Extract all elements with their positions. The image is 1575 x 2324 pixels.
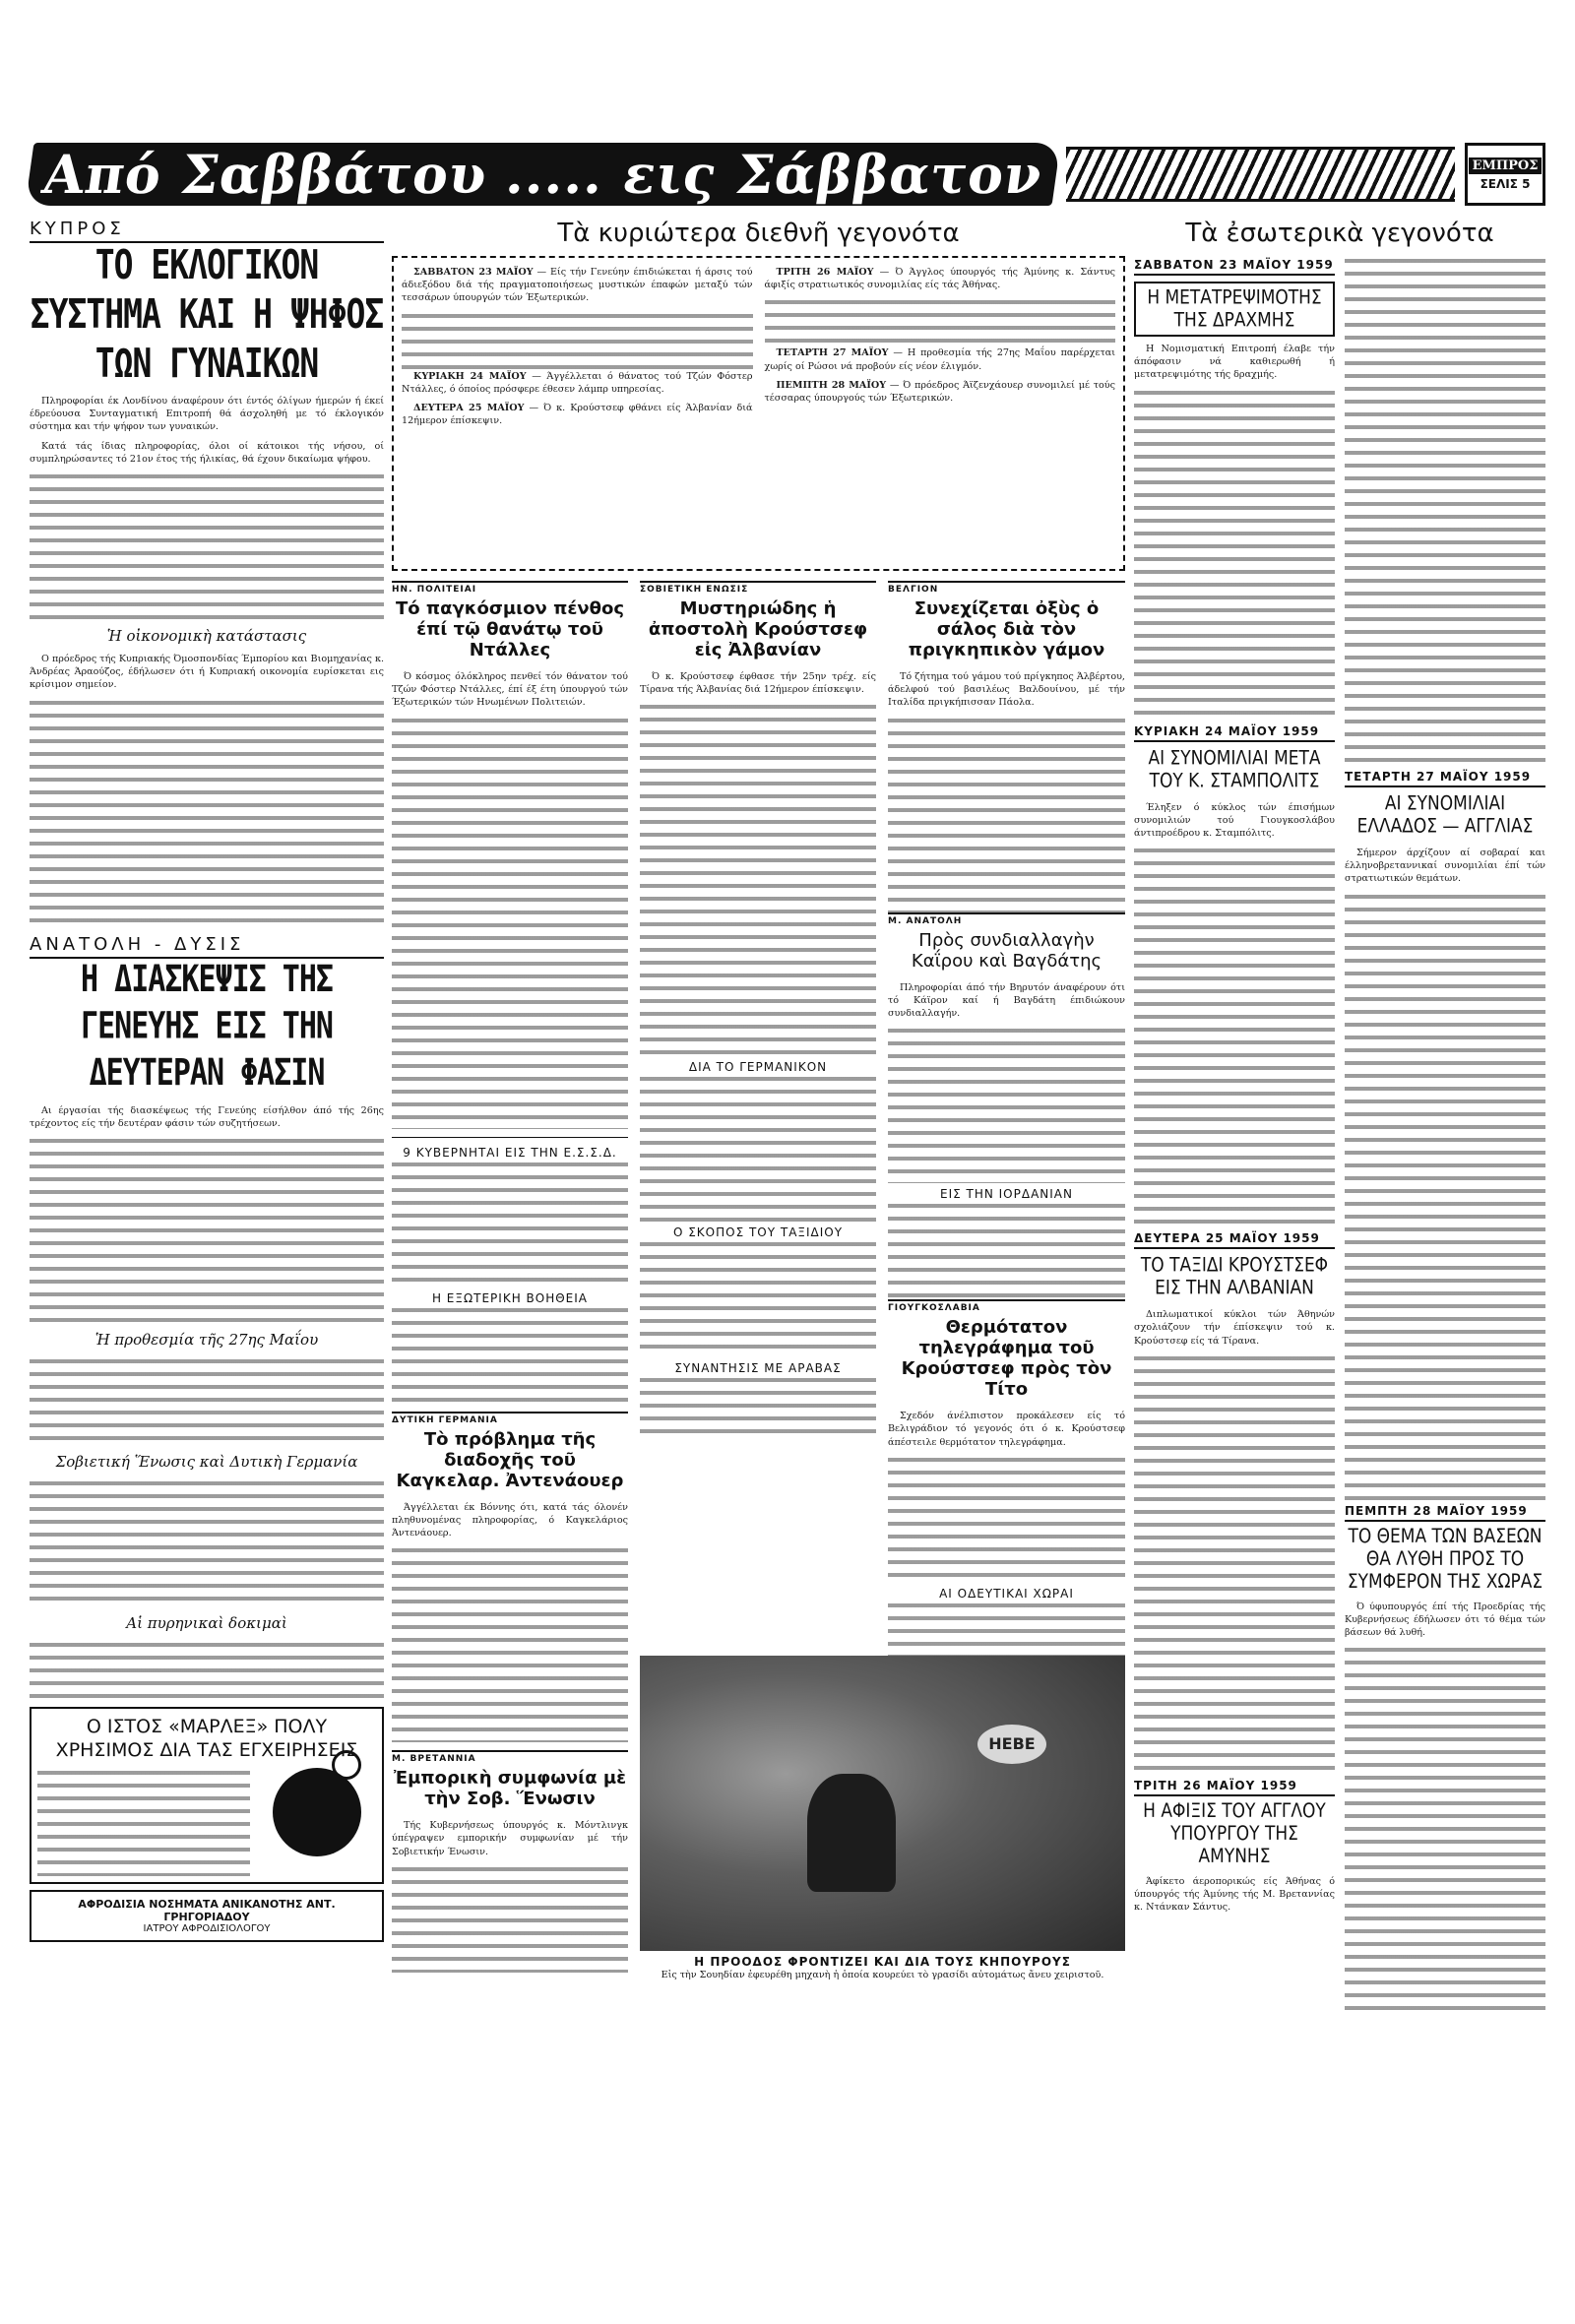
story-body <box>888 716 1125 912</box>
story-tag: ΗΝ. ΠΟΛΙΤΕΙΑΙ <box>392 581 628 595</box>
article-body-continuation <box>30 471 384 619</box>
domestic-column-left <box>1134 256 1335 2019</box>
headline-royal-wedding: Συνεχίζεται ὀξὺς ὁ σάλος διὰ τὸν πριγκηπικὸν γάμον <box>908 598 1105 660</box>
domestic-grid <box>1134 256 1545 2019</box>
doctor-ad-subtitle: ΙΑΤΡΟΥ ΑΦΡΟΔΙΣΙΟΛΟΓΟΥ <box>143 1923 271 1935</box>
headline-stambolic: ΑΙ ΣΥΝΟΜΙΛΙΑΙ ΜΕΤΑ ΤΟΥ Κ. ΣΤΑΜΠΟΛΙΤΣ <box>1148 746 1321 792</box>
column-cyprus <box>30 219 384 2305</box>
column-domestic <box>1134 219 1545 2305</box>
summary-entry: ΔΕΥΤΕΡΑ 25 ΜΑΪΟΥ — Ό κ. Κρούστσεφ φθάνει είς Άλβανίαν διά 12ήμερον έπίσκεψιν. <box>402 403 753 427</box>
masthead-decoration <box>1066 147 1455 202</box>
domestic-column-right <box>1345 256 1545 2019</box>
story-body <box>392 1305 628 1404</box>
story-tag: ΣΟΒΙΕΤΙΚΗ ΕΝΩΣΙΣ <box>640 581 876 595</box>
subhead-german-issue: ΔΙΑ ΤΟ ΓΕΡΜΑΝΙΚΟΝ <box>688 1060 828 1075</box>
headline-geneva: Η ΔΙΑΣΚΕΨΙΣ ΤΗΣ ΓΕΝΕΥΗΣ ΕΙΣ ΤΗΝ ΔΕΥΤΕΡΑΝ ΦΑΣΙΝ <box>81 957 333 1095</box>
headline-bases: ΤΟ ΘΕΜΑ ΤΩΝ ΒΑΣΕΩΝ ΘΑ ΛΥΘΗ ΠΡΟΣ ΤΟ ΣΥΜΦΕΡΟΝ ΤΗΣ ΧΩΡΑΣ <box>1347 1525 1544 1594</box>
summary-entry: ΠΕΜΠΤΗ 28 ΜΑΪΟΥ — Ό πρόεδρος Άϊζενχάουερ συνομιλεί μέ τούς τέσσαρας ύπουργούς τών Έξωτερικών. <box>764 379 1116 405</box>
story-body <box>392 1864 628 1973</box>
headline-trade-agreement: Ἐμπορικὴ συμφωνία μὲ τὴν Σοβ. Ἕνωσιν <box>393 1768 627 1810</box>
marlex-ad-title: Ο ΙΣΤΟΣ «ΜΑΡΛΕΞ» ΠΟΛΥ ΧΡΗΣΙΜΟΣ ΔΙΑ ΤΑΣ ΕΓΧΕΙΡΗΣΕΙΣ <box>55 1716 358 1762</box>
date-bar: ΤΕΤΑΡΤΗ 27 ΜΑΪΟΥ 1959 <box>1345 768 1545 787</box>
story-paragraph: Διπλωματικοί κύκλοι τών Άθηνών σχολιάζουν τήν έπίσκεψιν τού κ. Κρούστσεφ είς τά Τίρανα. <box>1134 1309 1335 1347</box>
summary-column-left <box>402 266 753 561</box>
headline-drachma: Η ΜΕΤΑΤΡΕΨΙΜΟΤΗΣ ΤΗΣ ΔΡΑΧΜΗΣ <box>1147 286 1322 332</box>
date-bar: ΔΕΥΤΕΡΑ 25 ΜΑΪΟΥ 1959 <box>1134 1229 1335 1249</box>
story-body <box>640 1375 876 1434</box>
logo-name: ΕΜΠΡΟΣ <box>1469 157 1543 174</box>
marlex-ad-text <box>37 1768 250 1876</box>
story-body <box>1134 388 1335 722</box>
story-body <box>888 1455 1125 1583</box>
subhead-soviet-germany: Σοβιετική Ἕνωσις καὶ Δυτικὴ Γερμανία <box>55 1453 358 1472</box>
date-bar: ΚΥΡΙΑΚΗ 24 ΜΑΪΟΥ 1959 <box>1134 722 1335 742</box>
headline-cairo-baghdad: Πρὸς συνδιαλλαγὴν Καΐρου καὶ Βαγδάτης <box>911 929 1102 972</box>
story-paragraph: Έληξεν ό κύκλος τών έπισήμων συνομιλιών τού Γιουγκοσλάβου άντιπροέδρου κ. Σταμπόλιτς. <box>1134 801 1335 840</box>
summary-continuation <box>765 297 1116 346</box>
photo-block <box>640 1656 1125 1987</box>
section-label-east-west: ΑΝΑΤΟΛΗ - ΔΥΣΙΣ <box>30 934 384 959</box>
article-body-continuation <box>30 1356 384 1445</box>
story-paragraph: Η Νομισματική Επιτροπή έλαβε τήν άπόφασιν νά καθιερωθή ή μετατρεψιμότης τής δραχμής. <box>1134 344 1335 381</box>
subhead-arab-meeting: ΣΥΝΑΝΤΗΣΙΣ ΜΕ ΑΡΑΒΑΣ <box>674 1361 842 1376</box>
summary-entry: ΤΡΙΤΗ 26 ΜΑΪΟΥ — Ό Άγγλος ύπουργός τής Άμύνης κ. Σάντυς άφιξίς στρατιωτικός συνομιλίας είς τάς Άθήνας. <box>764 267 1115 291</box>
story-body <box>1134 1353 1335 1777</box>
headline-adenauer: Τὸ πρόβλημα τῆς διαδοχῆς τοῦ Καγκελαρ. Ἀντενάουερ <box>396 1428 624 1491</box>
story-body <box>888 1026 1125 1183</box>
story-body <box>1345 256 1545 768</box>
story-paragraph: Σχεδόν άνέλπιστον προκάλεσεν είς τό Βελιγράδιον τό γεγονός ότι ό κ. Κρούστσεφ άπέστειλε θερμότατον τηλεγράφημα. <box>888 1411 1125 1448</box>
summary-entry: ΤΕΤΑΡΤΗ 27 ΜΑΪΟΥ — Η προθεσμία τής 27ης Μαΐου παρέρχεται χωρίς οί Ρώσοι νά προβούν είς νέον έλιγμόν. <box>764 347 1115 372</box>
subhead-nuclear-tests: Αἱ πυρηνικαὶ δοκιμαὶ <box>126 1614 287 1633</box>
story-paragraph: Ό κόσμος όλόκληρος πενθεί τόν θάνατον τού Τζών Φόστερ Ντάλλες, έπί έξ έτη ύπουργού τών Έξωτερικών τών Ηνωμένων Πολιτειών. <box>392 671 628 709</box>
masthead-title: Από Σαββάτου ..... εις Σάββατον <box>26 143 1061 206</box>
story-body <box>392 1545 628 1742</box>
story-body <box>1345 1645 1545 2019</box>
photo-caption: Η ΠΡΟΟΔΟΣ ΦΡΟΝΤΙΖΕΙ ΚΑΙ ΔΙΑ ΤΟΥΣ ΚΗΠΟΥΡΟΥΣ <box>694 1955 1071 1969</box>
date-bar: ΤΡΙΤΗ 26 ΜΑΪΟΥ 1959 <box>1134 1777 1335 1796</box>
story-paragraph: Άφίκετο άεροπορικώς είς Άθήνας ό ύπουργός τής Άμύνης τής Μ. Βρεταννίας κ. Ντάνκαν Σάντυς. <box>1134 1875 1335 1914</box>
marlex-ad-illustration <box>258 1768 376 1876</box>
headline-khrushchev-albania: Μυστηριώδης ἡ ἀποστολὴ Κρούστσεφ εἰς Ἀλβανίαν <box>648 598 868 660</box>
story-body <box>640 702 876 1056</box>
summary-entry: ΣΑΒΒΑΤΟΝ 23 ΜΑΪΟΥ — Είς τήν Γενεύην έπιδιώκεται ή άρσις τού άδιεξόδου διά τής πραγματοποιήσεως μυστικών έπαφών μεταξύ τών τεσσάρων ύπουργών τών Έξωτερικών. <box>402 267 753 304</box>
story-body <box>392 716 628 1129</box>
summary-continuation <box>402 311 753 370</box>
story-body <box>640 1239 876 1357</box>
article-paragraph: Αι έργασίαι τής διασκέψεως τής Γενεύης είσήλθον άπό τής 26ης τρέχοντος είς τήν δευτέραν φάσιν τών συζητήσεων. <box>30 1104 384 1129</box>
story-column-a <box>392 581 628 1973</box>
story-paragraph: Ό ύφυπουργός έπί τής Προεδρίας τής Κυβερνήσεως έδήλωσεν ότι τό θέμα τών βάσεων θά λυθή. <box>1345 1601 1545 1639</box>
article-paragraph: Πληροφορίαι έκ Λονδίνου άναφέρουν ότι έντός όλίγων ήμερών ή έκεί έδρεύουσα Συνταγματική Επιτροπή θά άσχοληθή με τό έκλογικόν σύστημα και τήν ψήφον των γυναικών. <box>30 396 384 433</box>
headline-box <box>1134 282 1335 337</box>
story-tag: ΒΕΛΓΙΟΝ <box>888 581 1125 595</box>
story-body <box>392 1160 628 1288</box>
subhead-jordan: ΕΙΣ ΤΗΝ ΙΟΡΔΑΝΙΑΝ <box>939 1187 1073 1202</box>
section-title-international: Τὰ κυριώτερα διεθνῆ γεγονότα <box>557 219 960 248</box>
story-paragraph: Ό κ. Κρούστσεφ έφθασε τήν 25ην τρέχ. είς Τίρανα τής Άλβανίας διά 12ήμερον έπίσκεψιν. <box>640 671 876 696</box>
article-body-continuation <box>30 1640 384 1699</box>
headline-electoral-system: ΤΟ ΕΚΛΟΓΙΚΟΝ ΣΥΣΤΗΜΑ ΚΑΙ Η ΨΗΦΟΣ ΤΩΝ ΓΥΝΑΙΚΩΝ <box>30 240 384 387</box>
headline-sandys-arrival: Η ΑΦΙΞΙΣ ΤΟΥ ΑΓΓΛΟΥ ΥΠΟΥΡΓΟΥ ΤΗΣ ΑΜΥΝΗΣ <box>1143 1799 1326 1868</box>
photo-description: Εἰς τὴν Σουηδίαν ἐφευρέθη μηχανὴ ἡ ὁποία κουρεύει τὸ γρασίδι αὐτομάτως ἄνευ χειριστοῦ. <box>661 1970 1104 1980</box>
page-number: ΣΕΛΙΣ 5 <box>1480 177 1531 191</box>
date-bar: ΠΕΜΠΤΗ 28 ΜΑΪΟΥ 1959 <box>1345 1502 1545 1522</box>
subhead-governors: 9 ΚΥΒΕΡΝΗΤΑΙ ΕΙΣ ΤΗΝ Ε.Σ.Σ.Δ. <box>403 1145 617 1160</box>
column-international <box>392 219 1125 2305</box>
story-tag: Μ. ΒΡΕΤΑΝΝΙΑ <box>392 1750 628 1764</box>
photo-figure <box>807 1774 896 1892</box>
headline-dulles: Τό παγκόσμιον πένθος έπί τῷ θανάτῳ τοῦ Ντάλλες <box>395 598 625 660</box>
subhead-economic: Ἡ οἰκονομικὴ κατάστασις <box>106 627 307 646</box>
headline-tito-telegram: Θερμότατον τηλεγράφημα τοῦ Κρούστσεφ πρὸς τὸν Τίτο <box>901 1317 1112 1401</box>
story-paragraph: Τής Κυβερνήσεως ύπουργός κ. Μόντλινγκ ύπέγραψεν εμπορικήν συμφωνίαν μέ τήν Σοβιετικήν Ένωσιν. <box>392 1820 628 1857</box>
doctor-ad <box>30 1890 384 1942</box>
headline-albania-trip: ΤΟ ΤΑΞΙΔΙ ΚΡΟΥΣΤΣΕΦ ΕΙΣ ΤΗΝ ΑΛΒΑΝΙΑΝ <box>1140 1254 1329 1300</box>
subhead-trip-purpose: Ο ΣΚΟΠΟΣ ΤΟΥ ΤΑΞΙΔΙΟΥ <box>672 1225 844 1240</box>
story-body <box>888 1201 1125 1299</box>
bomb-icon <box>273 1768 361 1856</box>
story-tag: ΓΙΟΥΓΚΟΣΛΑΒΙΑ <box>888 1299 1125 1313</box>
article-body-continuation <box>30 1478 384 1606</box>
headline-greece-uk-talks: ΑΙ ΣΥΝΟΜΙΛΙΑΙ ΕΛΛΑΔΟΣ — ΑΓΓΛΙΑΣ <box>1356 792 1534 838</box>
date-bar: ΣΑΒΒΑΤΟΝ 23 ΜΑΪΟΥ 1959 <box>1134 256 1335 276</box>
subhead-foreign-aid: Η ΕΞΩΤΕΡΙΚΗ ΒΟΗΘΕΙΑ <box>431 1290 589 1305</box>
summary-column-right <box>765 266 1116 561</box>
story-body <box>640 1074 876 1222</box>
masthead <box>30 138 1545 211</box>
newspaper-logo <box>1465 143 1545 206</box>
subhead-western-countries: ΑΙ ΟΔΕΥΤΙΚΑΙ ΧΩΡΑΙ <box>939 1586 1074 1601</box>
story-paragraph: Τό ζήτημα τού γάμου τού πρίγκηπος Άλβέρτου, άδελφού τού βασιλέως Βαλδουίνου, μέ τήν Ιταλίδα πριγκήπισσαν Πάολα. <box>888 671 1125 709</box>
summary-entry: ΚΥΡΙΑΚΗ 24 ΜΑΪΟΥ — Άγγέλλεται ό θάνατος τού Τζών Φόστερ Ντάλλες, ό όποίος πρόσφερε έθεσεν λάμπρ υπηρεσίας. <box>402 370 753 395</box>
article-paragraph: Ο πρόεδρος τής Κυπριακής Όμοσπονδίας Έμπορίου και Βιομηχανίας κ. Άνδρέας Άραούζος, έδήλωσεν ότι ή Κυπριακή οικονομία ευρίσκεται εις κρίσιμον σημείον. <box>30 654 384 691</box>
section-title-domestic: Τὰ ἐσωτερικὰ γεγονότα <box>1185 219 1494 248</box>
lawnmower-photo <box>640 1656 1125 1951</box>
photo-stamp: HEBE <box>977 1725 1046 1764</box>
story-body <box>1134 846 1335 1229</box>
story-body <box>1345 892 1545 1502</box>
subhead-deadline: Ἡ προθεσμία τῆς 27ης Μαΐου <box>94 1331 319 1350</box>
article-body-continuation <box>30 1136 384 1323</box>
section-label-cyprus: ΚΥΠΡΟΣ <box>30 219 384 243</box>
marlex-ad <box>30 1707 384 1884</box>
story-paragraph: Σήμερον άρχίζουν αί σοβαραί και έλληνοβρεταννικαί συνομιλίαι έπί τών στρατιωτικών θεμάτων. <box>1345 848 1545 885</box>
story-tag: Μ. ΑΝΑΤΟΛΗ <box>888 912 1125 926</box>
article-paragraph: Κατά τάς ίδιας πληροφορίας, όλοι οί κάτοικοι τής νήσου, οί συμπληρώσαντες τό 21ον έτος τής ήλικίας, θά έχουν δικαίωμα ψήφου. <box>30 440 384 465</box>
story-paragraph: Πληροφορίαι άπό τήν Βηρυτόν άναφέρουν ότι τό Κάϊρον καί ή Βαγδάτη έπιδιώκουν συνδιαλλαγήν. <box>888 981 1125 1020</box>
story-tag: ΔΥΤΙΚΗ ΓΕΡΜΑΝΙΑ <box>392 1412 628 1425</box>
doctor-ad-title: ΑΦΡΟΔΙΣΙΑ ΝΟΣΗΜΑΤΑ ΑΝΙΚΑΝΟΤΗΣ ΑΝΤ. ΓΡΗΓΟΡΙΑΔΟΥ <box>78 1898 336 1924</box>
article-body-continuation <box>30 698 384 924</box>
international-summary-box <box>392 256 1125 571</box>
story-paragraph: Άγγέλλεται έκ Βόννης ότι, κατά τάς όλονέν πληθυνομένας πληροφορίας, ό Καγκελάριος Άντενάουερ. <box>392 1501 628 1539</box>
